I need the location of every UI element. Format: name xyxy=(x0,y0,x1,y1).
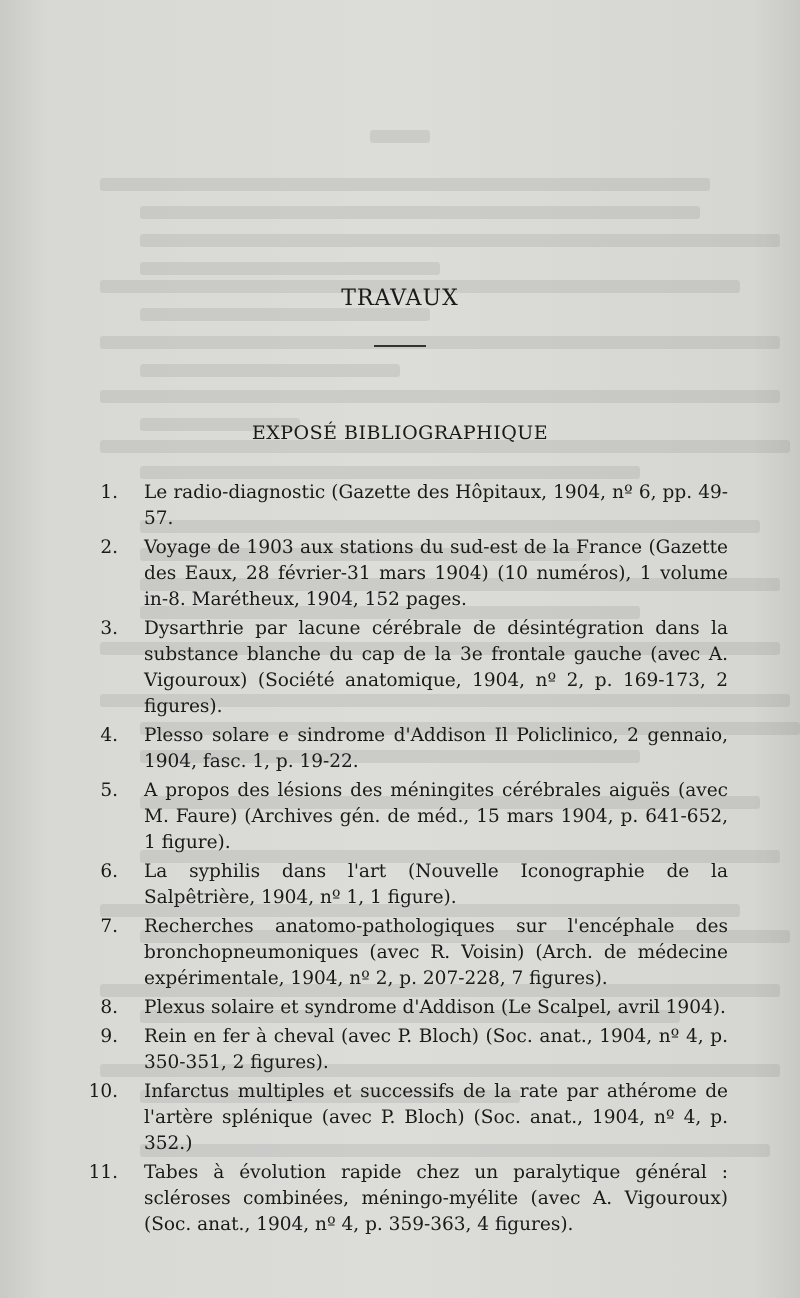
list-item xyxy=(88,1079,728,1157)
entry-text: A propos des lésions des méningites cérébrales aiguës (avec M. Faure) (Archives gén. de méd., 15 mars 1904, p. 641-652, 1 figure). xyxy=(144,780,728,853)
list-item xyxy=(88,723,728,775)
entry-number: 6. xyxy=(100,861,118,882)
entry-text: Recherches anatomo-pathologiques sur l'encéphale des bronchopneumoniques (avec R. Voisin) (Arch. de médecine expérimentale, 1904, nº 2, p. 207-228, 7 figures). xyxy=(144,916,728,989)
entry-text: Rein en fer à cheval (avec P. Bloch) (Soc. anat., 1904, nº 4, p. 350-351, 2 figures). xyxy=(144,1026,728,1073)
list-item xyxy=(88,480,728,532)
entry-number: 8. xyxy=(100,997,118,1018)
list-item xyxy=(88,1024,728,1076)
bibliography-list xyxy=(88,480,728,1241)
entry-text: Plexus solaire et syndrome d'Addison (Le Scalpel, avril 1904). xyxy=(144,997,726,1018)
entry-text: La syphilis dans l'art (Nouvelle Iconographie de la Salpêtrière, 1904, nº 1, 1 figure). xyxy=(144,861,728,908)
entry-number: 1. xyxy=(100,482,118,503)
list-item xyxy=(88,778,728,856)
entry-text: Voyage de 1903 aux stations du sud-est de la France (Gazette des Eaux, 28 février-31 mars 1904) (10 numéros), 1 volume in-8. Marétheux, 1904, 152 pages. xyxy=(144,537,728,610)
entry-number: 9. xyxy=(100,1026,118,1047)
page-title: TRAVAUX xyxy=(341,286,459,311)
entry-text: Le radio-diagnostic (Gazette des Hôpitaux, 1904, nº 6, pp. 49-57. xyxy=(144,482,728,529)
list-item xyxy=(88,1160,728,1238)
entry-number: 10. xyxy=(88,1081,118,1102)
entry-text: Infarctus multiples et successifs de la rate par athérome de l'artère splénique (avec P. Bloch) (Soc. anat., 1904, nº 4, p. 352.) xyxy=(144,1081,728,1154)
entry-number: 4. xyxy=(100,725,118,746)
entry-text: Plesso solare e sindrome d'Addison Il Policlinico, 2 gennaio, 1904, fasc. 1, p. 19-22. xyxy=(144,725,728,772)
entry-number: 3. xyxy=(100,618,118,639)
entry-number: 7. xyxy=(100,916,118,937)
entry-text: Tabes à évolution rapide chez un paralytique général : scléroses combinées, méningo-myélite (avec A. Vigouroux) (Soc. anat., 1904, nº 4, p. 359-363, 4 figures). xyxy=(144,1162,728,1235)
entry-text: Dysarthrie par lacune cérébrale de désintégration dans la substance blanche du cap de la 3e frontale gauche (avec A. Vigouroux) (Société anatomique, 1904, nº 2, p. 169-173, 2 figures). xyxy=(144,618,728,717)
list-item xyxy=(88,616,728,720)
list-item xyxy=(88,535,728,613)
entry-number: 2. xyxy=(100,537,118,558)
title-rule xyxy=(374,345,426,347)
list-item xyxy=(88,859,728,911)
entry-number: 11. xyxy=(88,1162,118,1183)
list-item xyxy=(88,914,728,992)
list-item xyxy=(88,995,728,1021)
entry-number: 5. xyxy=(100,780,118,801)
section-heading: EXPOSÉ BIBLIOGRAPHIQUE xyxy=(251,422,549,444)
